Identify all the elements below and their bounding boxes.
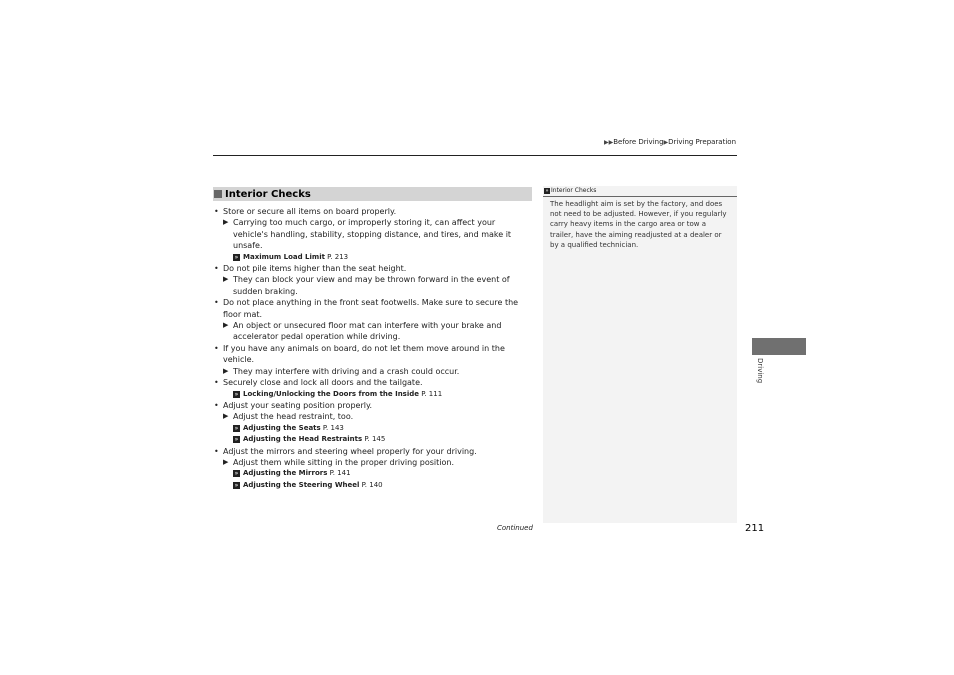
list-item (213, 206, 532, 252)
list-item (213, 263, 532, 297)
reference-icon: » (234, 253, 239, 261)
arrow-icon: ▶ (223, 275, 229, 284)
arrow-icon: ▶ (223, 366, 229, 375)
sidebar-text: The headlight aim is set by the factory, and does not need to be adjusted. However, if you regularly carry heavy items in the cargo area or tow a trailer, have the aiming readjusted at a dealer or by a qualified technician. (550, 200, 727, 249)
breadcrumb (604, 138, 736, 146)
list-item (213, 446, 532, 469)
item-sub-text: ▶ Adjust the head restraint, too. (223, 412, 354, 422)
reference-icon: » (234, 481, 239, 489)
reference-icon: » (545, 188, 549, 194)
item-sub-text: ▶ An object or unsecured floor mat can interfere with your brake and accelerator pedal operation while driving. (223, 321, 502, 342)
bullet-icon: • (214, 264, 219, 274)
main-content (213, 187, 532, 491)
thumb-tab[interactable] (752, 338, 806, 355)
bullet-icon: • (214, 298, 219, 308)
reference-icon: » (234, 436, 239, 444)
list-item (213, 400, 532, 423)
item-text: Securely close and lock all doors and the tailgate. (223, 378, 423, 388)
bullet-icon: • (214, 343, 219, 353)
arrow-icon: ▶ (223, 412, 229, 421)
bullet-icon: • (214, 446, 219, 456)
reference-icon: » (234, 390, 239, 398)
sidebar-title: Interior Checks (551, 187, 597, 194)
list-item (213, 297, 532, 343)
bullet-icon: • (214, 378, 219, 388)
header-rule (213, 155, 737, 156)
list-item (213, 377, 532, 388)
cross-reference-link[interactable]: » Locking/Unlocking the Doors from the Inside P. 111 (234, 389, 443, 398)
item-text: Do not place anything in the front seat footwells. Make sure to secure the floor mat. (223, 298, 519, 319)
breadcrumb-part-before-driving[interactable]: Before Driving (613, 138, 664, 146)
item-text: Do not pile items higher than the seat height. (223, 264, 407, 274)
breadcrumb-part-driving-preparation[interactable]: Driving Preparation (668, 138, 736, 146)
arrow-icon: ▶ (223, 457, 229, 466)
reference-icon: » (234, 424, 239, 432)
cross-reference-link[interactable]: » Maximum Load Limit P. 213 (234, 252, 349, 261)
arrow-icon: ▶ (223, 218, 229, 227)
item-text: If you have any animals on board, do not let them move around in the vehicle. (223, 343, 505, 365)
page-number: 211 (745, 523, 765, 534)
section-header (213, 187, 532, 201)
list-item (213, 343, 532, 377)
square-icon (214, 190, 222, 198)
item-sub-text: ▶ They can block your view and may be thrown forward in the event of sudden braking. (223, 275, 510, 296)
bullet-icon: • (214, 207, 219, 216)
sidebar-header (543, 186, 737, 197)
continued-label: Continued (497, 524, 533, 532)
item-sub-text: ▶ Carrying too much cargo, or improperly storing it, can affect your vehicle's handling, stability, stopping distance, and tires, and make it unsafe. (223, 218, 512, 251)
section-title: Interior Checks (225, 188, 311, 200)
triangle-icon: ▶ (663, 139, 669, 146)
item-sub-text: ▶ Adjust them while sitting in the proper driving position. (223, 457, 455, 467)
bullet-icon: • (214, 400, 219, 410)
item-text: Adjust your seating position properly. (223, 400, 373, 410)
item-text: Store or secure all items on board properly. (223, 207, 397, 216)
sidebar-note (543, 186, 737, 523)
cross-reference-link[interactable]: » Adjusting the Mirrors P. 141 (234, 469, 351, 478)
arrow-icon: ▶ (223, 321, 229, 330)
reference-icon: » (234, 470, 239, 478)
cross-reference-link[interactable]: » Adjusting the Seats P. 143 (234, 423, 344, 432)
double-triangle-icon: ▶▶ (604, 139, 614, 146)
cross-reference-link[interactable]: » Adjusting the Head Restraints P. 145 (234, 435, 386, 444)
item-sub-text: ▶ They may interfere with driving and a crash could occur. (223, 366, 460, 376)
thumb-tab-label: Driving (756, 358, 764, 384)
item-text: Adjust the mirrors and steering wheel properly for your driving. (223, 446, 477, 456)
cross-reference-link[interactable]: » Adjusting the Steering Wheel P. 140 (234, 480, 383, 489)
